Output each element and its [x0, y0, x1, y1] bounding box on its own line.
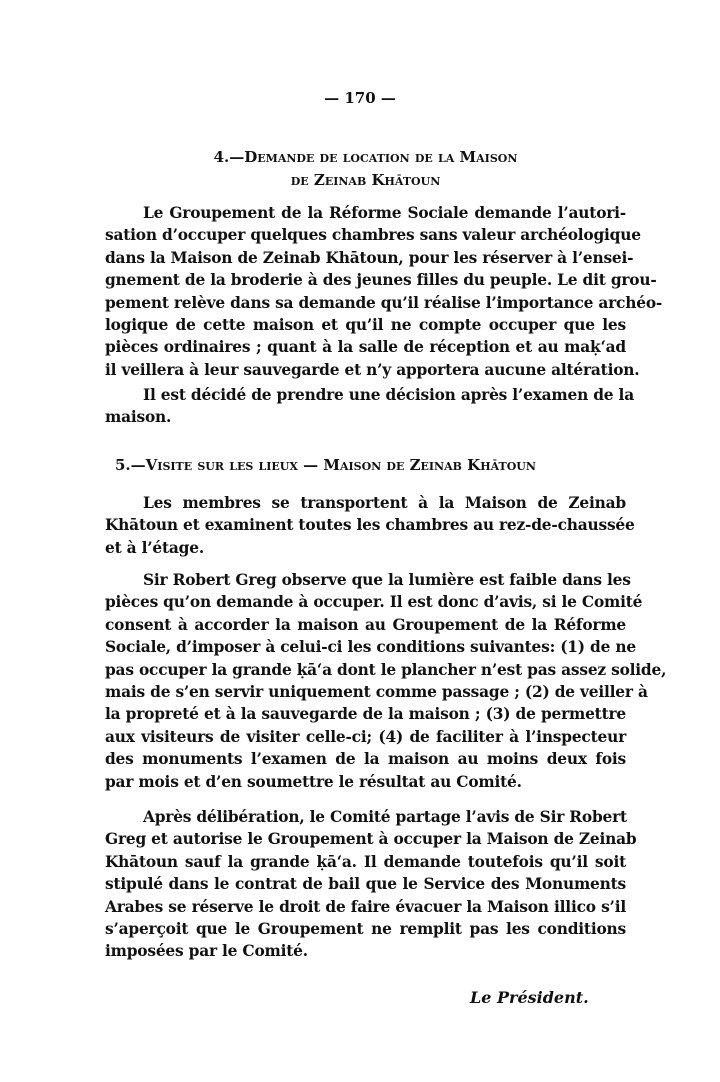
text-line: des monuments l’examen de la maison au moins deux fois: [105, 750, 626, 769]
section-4-paragraph-1: [105, 202, 663, 381]
text-line: pas occuper la grande ḳā‘a dont le plancher n’est pas assez solide,: [105, 660, 667, 679]
section-5-paragraph-3: [105, 806, 637, 963]
text-line: logique de cette maison et qu’il ne compte occuper que les: [105, 315, 626, 334]
heading-line: 4.—Demande de location de la Maison: [213, 148, 518, 166]
text-line: pement relève dans sa demande qu’il réalise l’importance archéo-: [105, 293, 663, 312]
text-line: sation d’occuper quelques chambres sans valeur archéologique: [105, 226, 641, 245]
text-line: Arabes se réserve le droit de faire évacuer la Maison illico s’il: [105, 897, 626, 916]
text-line: Khātoun sauf la grande ḳā‘a. Il demande toutefois qu’il soit: [105, 852, 626, 871]
text-line: gnement de la broderie à des jeunes filles du peuple. Le dit grou-: [105, 271, 657, 290]
heading-line: 5.—Visite sur les lieux — Maison de Zeinab Khātoun: [115, 456, 536, 474]
section-4-heading: [105, 146, 626, 192]
page-number: — 170 —: [324, 89, 396, 107]
text-line: Sir Robert Greg observe que la lumière est faible dans les: [143, 571, 631, 589]
text-line: pièces ordinaires ; quant à la salle de réception et au maḳ‘ad: [105, 338, 626, 357]
text-line: stipulé dans le contrat de bail que le Service des Monuments: [105, 875, 626, 894]
text-line: dans la Maison de Zeinab Khātoun, pour les réserver à l’ensei-: [105, 248, 634, 267]
text-line: maison.: [105, 408, 172, 427]
text-line: Le Groupement de la Réforme Sociale demande l’autori-: [143, 204, 626, 222]
text-line: Après délibération, le Comité partage l’avis de Sir Robert: [143, 808, 627, 826]
heading-line: de Zeinab Khātoun: [290, 171, 441, 189]
section-4-paragraph-2: [105, 384, 634, 429]
text-line: Sociale, d’imposer à celui-ci les conditions suivantes: (1) de ne: [105, 638, 636, 657]
text-line: consent à accorder la maison au Groupement de la Réforme: [105, 615, 626, 634]
text-line: Les membres se transportent à la Maison de Zeinab: [143, 494, 626, 512]
text-line: mais de s’en servir uniquement comme passage ; (2) de veiller à: [105, 682, 648, 701]
section-5-paragraph-2: [105, 569, 667, 793]
text-line: pièces qu’on demande à occuper. Il est donc d’avis, si le Comité: [105, 593, 643, 612]
text-line: aux visiteurs de visiter celle-ci; (4) de faciliter à l’inspecteur: [105, 727, 626, 746]
text-line: il veillera à leur sauvegarde et n’y apportera aucune altération.: [105, 360, 640, 379]
text-line: et à l’étage.: [105, 538, 204, 557]
text-line: s’aperçoit que le Groupement ne remplit pas les conditions: [105, 919, 626, 938]
section-5-heading: [115, 454, 636, 477]
text-line: Il est décidé de prendre une décision après l’examen de la: [143, 386, 634, 404]
text-line: la propreté et à la sauvegarde de la maison ; (3) de permettre: [105, 705, 626, 724]
text-line: Greg et autorise le Groupement à occuper la Maison de Zeinab: [105, 830, 637, 849]
text-line: par mois et d’en soumettre le résultat au Comité.: [105, 772, 522, 791]
signature-president: Le Président.: [470, 988, 589, 1007]
text-line: Khātoun et examinent toutes les chambres au rez-de-chaussée: [105, 516, 635, 535]
text-line: imposées par le Comité.: [105, 942, 308, 961]
section-5-paragraph-1: [105, 492, 635, 559]
